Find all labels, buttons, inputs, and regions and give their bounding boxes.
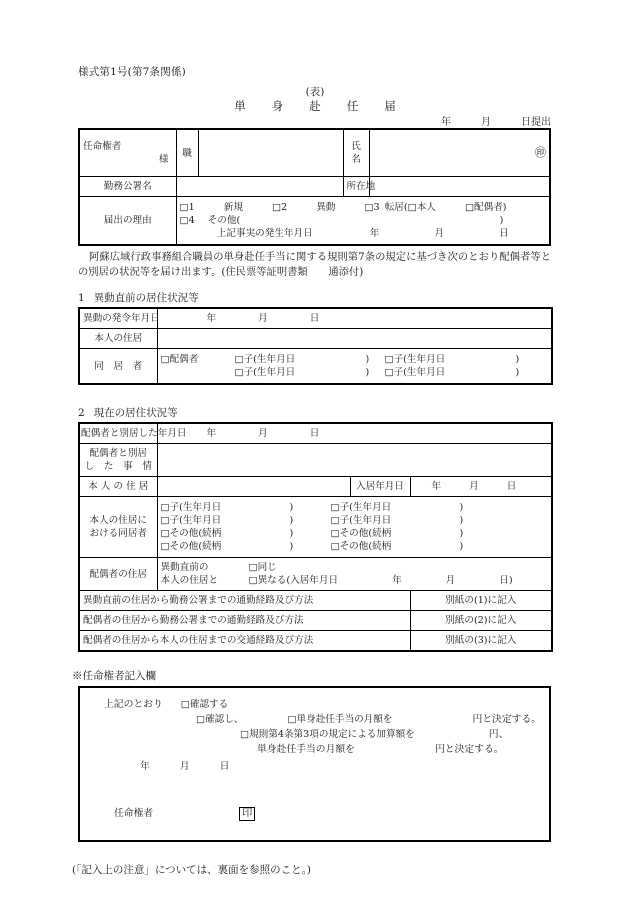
approval-confirm-checkbox[interactable]: □確認する xyxy=(180,699,229,710)
cohabitant2-other-2[interactable] xyxy=(331,527,501,540)
title-char-2: 身 xyxy=(271,99,284,113)
cohabitant-spouse-checkbox[interactable]: □配偶者 xyxy=(160,354,199,365)
fact-date-label: 上記事実の発生年月日 xyxy=(216,227,313,239)
section-1-title: 異動直前の居住状況等 xyxy=(93,292,199,304)
submit-year-label: 年 xyxy=(441,117,451,128)
approval-allowance-line-2: 単身赴任手当の月額を xyxy=(257,744,355,755)
cohabitant2-child-1-label: □子(生年月日 xyxy=(160,502,222,513)
reason-option-2-num[interactable]: □2 xyxy=(271,201,288,213)
cohabitant2-line-4 xyxy=(161,540,549,553)
cohabitant-line-2 xyxy=(161,366,549,379)
table-row-route-1 xyxy=(79,591,552,611)
cohabitant-child-3[interactable] xyxy=(235,366,385,379)
appointer-office-table xyxy=(78,128,551,246)
lead-line-2: り配偶者等との別居の状況等を届け出ます。(住民票等証明書類 通添付) xyxy=(78,251,551,278)
cohabitant2-other-4-close: ) xyxy=(459,541,464,552)
table-row-cohabitants-2 xyxy=(79,497,552,558)
cohabitant2-line-1 xyxy=(161,501,549,514)
cohabitant2-other-4[interactable] xyxy=(331,540,501,553)
section-2-heading xyxy=(78,405,178,420)
reason-option-1-num[interactable]: □1 xyxy=(179,201,195,213)
circumstance-input[interactable] xyxy=(157,444,552,477)
own-residence-label-2: 本 人 の 住 居 xyxy=(79,477,157,497)
movein-date-ymd xyxy=(414,480,517,493)
appointer-label: 任命権者 xyxy=(83,141,122,152)
cohabitant2-child-3[interactable] xyxy=(161,514,331,527)
cohabitant-child-3-close: ) xyxy=(365,367,370,378)
cohabitant-child-2[interactable] xyxy=(385,353,535,366)
name-label-char-1: 氏 xyxy=(351,141,361,152)
separation-date-label: 配偶者と別居した年月日 xyxy=(79,423,157,444)
post-label-cell: 職 xyxy=(176,129,198,177)
cohabitant2-child-3-label: □子(生年月日 xyxy=(160,515,222,526)
approval-yen-decide-2: 円と決定する。 xyxy=(434,744,504,755)
reason-option-4-num[interactable]: □4 xyxy=(179,214,195,226)
title-char-3: 赴 xyxy=(309,99,321,113)
cohabitant2-line-3 xyxy=(161,527,549,540)
office-name-input[interactable] xyxy=(176,177,343,197)
spouse-diff-month-label: 月 xyxy=(445,575,456,586)
cohabitant2-child-4-label: □子(生年月日 xyxy=(330,515,392,526)
route-3-label: 配偶者の住居から本人の住居までの交通経路及び方法 xyxy=(79,631,410,652)
table-row-cohabitants xyxy=(79,349,552,385)
own-residence-input-2[interactable] xyxy=(157,477,350,497)
separation-date-input[interactable] xyxy=(157,423,552,444)
name-label-char-2: 名 xyxy=(351,154,361,165)
spouse-residence-line-2 xyxy=(161,574,549,587)
cohabitant2-other-1-label: □その他(続柄 xyxy=(160,528,222,539)
appointer-name-cell[interactable] xyxy=(79,129,176,177)
section-1-table xyxy=(78,307,553,385)
reason-label: 届出の理由 xyxy=(79,197,176,246)
cohabitant2-child-4[interactable] xyxy=(331,514,501,527)
order-year-label: 年 xyxy=(206,313,217,324)
cohabitant-label-2-line-1: 本人の住居に xyxy=(89,515,148,526)
cohabitant2-other-3[interactable] xyxy=(161,540,331,553)
table-row-reason xyxy=(79,197,550,246)
spouse-residence-pre-1: 異動直前の xyxy=(160,562,209,573)
location-input[interactable] xyxy=(369,177,550,197)
spouse-residence-label: 配偶者の住居 xyxy=(79,558,157,591)
cohabitant-child-2-close: ) xyxy=(515,354,520,365)
movein-day-label: 日 xyxy=(506,481,517,492)
separation-date-ymd xyxy=(161,427,320,440)
order-day-label: 日 xyxy=(309,313,320,324)
cohabitant2-other-2-close: ) xyxy=(459,528,464,539)
approval-date-line[interactable] xyxy=(140,758,229,772)
approval-section-heading: ※任命権者記入欄 xyxy=(72,670,156,682)
cohabitant2-child-3-close: ) xyxy=(289,515,294,526)
title-char-5: 届 xyxy=(384,99,396,113)
reason-other-close-paren: ) xyxy=(499,214,504,226)
approval-line-2 xyxy=(196,711,541,725)
approval-year-label: 年 xyxy=(140,761,150,772)
movein-date-input[interactable] xyxy=(410,477,552,497)
cohabitant2-other-1[interactable] xyxy=(161,527,331,540)
cohabitant-child-4[interactable] xyxy=(385,366,535,379)
approval-allowance-checkbox[interactable]: □単身赴任手当の月額を xyxy=(287,714,393,725)
own-residence-input[interactable] xyxy=(157,329,552,349)
fact-year-label: 年 xyxy=(369,227,380,239)
lead-paragraph xyxy=(78,250,551,280)
reason-option-4-label: その他( xyxy=(207,214,241,226)
approval-month-label: 月 xyxy=(179,761,190,772)
spouse-residence-diff-date xyxy=(338,575,513,586)
own-residence-label: 本人の住居 xyxy=(79,329,157,349)
section-2-title: 現在の居住状況等 xyxy=(93,407,178,419)
reason-option-3-spouse[interactable]: □配偶者) xyxy=(464,201,507,213)
cohabitant2-line-2 xyxy=(161,514,549,527)
cohabitant2-other-1-close: ) xyxy=(289,528,294,539)
order-month-label: 月 xyxy=(258,313,268,324)
cohabitant2-child-4-close: ) xyxy=(459,515,464,526)
name-input-cell[interactable] xyxy=(369,129,550,177)
approval-yen-comma: 円、 xyxy=(488,729,509,740)
cohabitant-child-3-label: □子(生年月日 xyxy=(234,367,296,378)
reason-line-1 xyxy=(180,201,547,214)
route-1-ref: 別紙の(1)に記入 xyxy=(410,591,552,611)
cohabitant2-other-3-close: ) xyxy=(289,541,294,552)
order-date-input[interactable] xyxy=(157,308,552,329)
fact-date-line xyxy=(180,227,547,241)
cohabitant2-child-2-close: ) xyxy=(459,502,464,513)
reason-option-3-label: 転居(□本人 xyxy=(384,201,436,213)
reason-option-1-label: 新規 xyxy=(223,201,243,213)
approval-as-above: 上記のとおり xyxy=(104,699,163,710)
cohabitant-child-2-label: □子(生年月日 xyxy=(384,354,446,365)
submit-day-label: 日提出 xyxy=(521,117,551,128)
section-1-number: 1 xyxy=(78,292,85,304)
table-row-order-date xyxy=(79,308,552,329)
document-form-number: 様式第1号(第7条関係) xyxy=(78,66,186,78)
reason-options-cell[interactable] xyxy=(176,197,550,246)
table-row-route-2 xyxy=(79,611,552,631)
separation-day-label: 日 xyxy=(309,428,320,439)
cohabitant2-other-4-label: □その他(続柄 xyxy=(330,541,392,552)
route-2-label: 配偶者の住居から勤務公署までの通勤経路及び方法 xyxy=(79,611,410,631)
table-row-separation-date xyxy=(79,423,552,444)
cohabitant-options-cell[interactable] xyxy=(157,349,552,385)
footnote-text: (「記入上の注意」については、裏面を参照のこと。) xyxy=(72,864,311,876)
approval-addition-checkbox[interactable]: □規則第4条第3項の規定による加算額を xyxy=(240,729,415,740)
movein-year-label: 年 xyxy=(431,481,442,492)
approval-day-label: 日 xyxy=(219,761,230,772)
cohabitant-label-2 xyxy=(79,497,157,558)
approval-line-3 xyxy=(196,726,508,740)
cohabitant2-other-3-label: □その他(続柄 xyxy=(160,541,222,552)
office-name-label: 勤務公署名 xyxy=(79,177,176,197)
cohabitant-child-1-label: □子(生年月日 xyxy=(234,354,296,365)
approval-appointer-label: 任命権者 xyxy=(114,808,154,819)
spouse-residence-diff[interactable]: □異なる(入居年月日 xyxy=(248,575,339,586)
circumstance-label-line-1: 配偶者と別居 xyxy=(89,448,148,459)
movein-date-label: 入居年月日 xyxy=(350,477,410,497)
cohabitant2-child-1[interactable] xyxy=(161,501,331,514)
post-input-cell[interactable] xyxy=(198,129,343,177)
table-row-route-3 xyxy=(79,631,552,652)
page-title xyxy=(0,98,630,114)
separation-year-label: 年 xyxy=(206,428,217,439)
approval-confirm-and-checkbox[interactable]: □確認し、 xyxy=(196,714,244,725)
cohabitant-label-2-line-2: おける同居者 xyxy=(89,528,148,539)
table-row-circumstance xyxy=(79,444,552,477)
cohabitant-line-1 xyxy=(161,353,549,366)
order-date-label: 異動の発令年月日 xyxy=(79,308,157,329)
circumstance-label xyxy=(79,444,157,477)
lead-line-1: 阿蘇広域行政事務組合職員の単身赴任手当に関する規則第7条の規定に基づき次のとお xyxy=(89,251,489,263)
spouse-diff-day-label: 日) xyxy=(499,575,513,586)
spouse-diff-year-label: 年 xyxy=(392,575,402,586)
cohabitant-label: 同 居 者 xyxy=(79,349,157,385)
reason-line-2 xyxy=(180,214,547,227)
title-char-1: 単 xyxy=(234,99,246,113)
order-date-ymd xyxy=(161,312,320,325)
spouse-residence-line-1 xyxy=(161,561,549,574)
approval-yen-decide: 円と決定する。 xyxy=(472,714,542,725)
spouse-residence-options-cell[interactable] xyxy=(157,558,552,591)
cohabitant-child-4-label: □子(生年月日 xyxy=(384,367,446,378)
cohabitant2-other-2-label: □その他(続柄 xyxy=(330,528,392,539)
title-char-4: 任 xyxy=(346,99,359,113)
front-side-marker: (表) xyxy=(305,86,325,98)
location-label: 所在地 xyxy=(343,177,369,197)
table-row-own-residence-2 xyxy=(79,477,552,497)
section-1-heading xyxy=(78,290,199,305)
seal-box-icon[interactable]: 印 xyxy=(239,807,255,821)
circumstance-label-line-2: し た 事 情 xyxy=(84,461,152,472)
cohabitant2-child-2-label: □子(生年月日 xyxy=(330,502,392,513)
cohabitant2-child-1-close: ) xyxy=(289,502,294,513)
route-1-label: 異動直前の住居から勤務公署までの通勤経路及び方法 xyxy=(79,591,410,611)
section-2-table xyxy=(78,422,553,652)
cohabitant-child-1[interactable] xyxy=(235,353,385,366)
submission-date-line xyxy=(441,113,551,128)
cohabitant-child-1-close: ) xyxy=(365,354,370,365)
section-2-number: 2 xyxy=(78,407,85,419)
name-label-cell xyxy=(343,129,369,177)
submit-month-label: 月 xyxy=(481,117,491,128)
table-row-spouse-residence xyxy=(79,558,552,591)
route-3-ref: 別紙の(3)に記入 xyxy=(410,631,552,652)
cohabitant-options-cell-2[interactable] xyxy=(157,497,552,558)
approval-box[interactable] xyxy=(78,686,551,842)
movein-month-label: 月 xyxy=(469,481,479,492)
separation-month-label: 月 xyxy=(258,428,268,439)
approval-signature-line[interactable] xyxy=(114,805,255,821)
approval-line-1 xyxy=(104,696,228,710)
table-row-office xyxy=(79,177,550,197)
reason-option-3-num[interactable]: □3 xyxy=(364,201,380,213)
fact-day-label: 日 xyxy=(499,227,509,239)
route-2-ref: 別紙の(2)に記入 xyxy=(410,611,552,631)
spouse-residence-same[interactable]: □同じ xyxy=(248,562,277,573)
spouse-residence-pre-2: 本人の住居と xyxy=(160,575,219,586)
fact-month-label: 月 xyxy=(434,227,445,239)
sama-suffix: 様 xyxy=(158,154,169,165)
seal-icon: ㊞ xyxy=(535,146,546,159)
table-row-own-residence xyxy=(79,329,552,349)
cohabitant2-child-2[interactable] xyxy=(331,501,501,514)
approval-line-4 xyxy=(213,741,504,755)
cohabitant-child-4-close: ) xyxy=(515,367,520,378)
reason-option-2-label: 異動 xyxy=(316,201,336,213)
